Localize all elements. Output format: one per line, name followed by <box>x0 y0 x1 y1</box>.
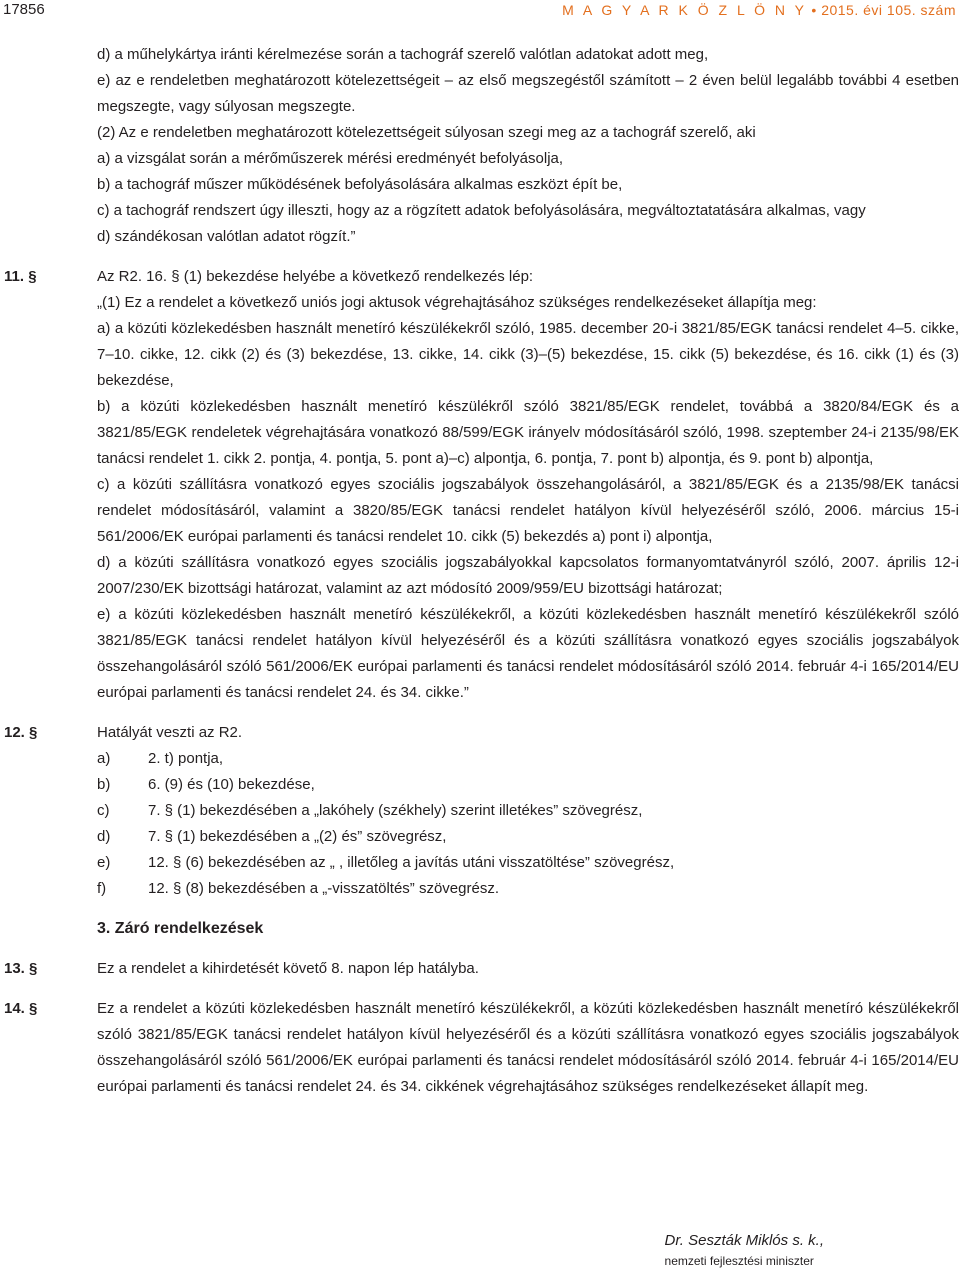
list-item <box>97 798 959 824</box>
document-body <box>4 42 959 1100</box>
list-text: 7. § (1) bekezdésében a „lakóhely (székhely) szerint illetékes” szövegrész, <box>148 802 643 819</box>
list-letter: f) <box>97 880 107 897</box>
list-item <box>97 876 959 902</box>
list-letter: e) <box>97 854 111 871</box>
list-text: 6. (9) és (10) bekezdése, <box>148 776 315 793</box>
section-12 <box>4 720 959 902</box>
page-header <box>0 0 960 22</box>
publication-name: M A G Y A R K Ö Z L Ö N Y <box>562 2 808 18</box>
bullet-separator: • <box>811 2 817 18</box>
section-11 <box>4 264 959 706</box>
section-text: d) a közúti szállításra vonatkozó egyes szociális jogszabályokkal kapcsolatos formanyomtatványról szóló, 2007. április 12-i 2007/230/EK bizottsági határozat, valamint az azt módosító 2009/959/EU bizottsági határozat; <box>97 554 959 597</box>
section-text: e) a közúti közlekedésben használt menetíró készülékekről, a közúti közlekedésben használt menetíró készülékekről szóló 3821/85/EGK tanácsi rendelet hatályon kívül helyezéséről és a közúti szállításra vonatkozó egyes szociális jogszabályok összehangolásáról szóló 561/2006/EK európai parlamenti és tanácsi rendelet módosításáról szóló 2014. február 4-i 165/2014/EU európai parlamenti és tanácsi rendelet 24. és 34. cikke.” <box>97 606 959 701</box>
chapter-heading: 3. Záró rendelkezések <box>97 920 264 937</box>
section-number: 11. § <box>4 268 37 285</box>
paragraph-2d: d) szándékosan valótlan adatot rögzít.” <box>97 228 356 245</box>
section-number: 13. § <box>4 960 38 977</box>
section-text: „(1) Ez a rendelet a következő uniós jogi aktusok végrehajtásához szükséges rendelkezéseket állapítja meg: <box>97 294 817 311</box>
page-number: 17856 <box>3 1 45 18</box>
paragraph-e: e) az e rendeletben meghatározott kötelezettségeit – az első megszegéstől számított – 2 éven belül legalább további 4 esetben megszegte, vagy súlyosan megszegte. <box>97 72 959 115</box>
section-text: Az R2. 16. § (1) bekezdése helyébe a következő rendelkezés lép: <box>97 268 534 285</box>
signatory-title: nemzeti fejlesztési miniszter <box>664 1254 814 1268</box>
section-text: a) a közúti közlekedésben használt menetíró készülékekről szóló, 1985. december 20-i 3821/85/EGK tanácsi rendelet 4–5. cikke, 7–10. cikke, 12. cikk (2) és (3) bekezdése, 13. cikke, 14. cikk (3)–(5) bekezdése, 15. cikk (5) bekezdése, és 16. cikk (1) és (3) bekezdése, <box>97 320 959 389</box>
signatory-name: Dr. Seszták Miklós s. k., <box>664 1232 824 1249</box>
list-letter: c) <box>97 802 110 819</box>
list-item <box>97 772 959 798</box>
list-letter: b) <box>97 776 111 793</box>
signature-block <box>664 1230 824 1268</box>
list-item <box>97 824 959 850</box>
list-text: 7. § (1) bekezdésében a „(2) és” szövegrész, <box>148 828 447 845</box>
section-number: 12. § <box>4 724 38 741</box>
section-text: Ez a rendelet a kihirdetését követő 8. napon lép hatályba. <box>97 960 479 977</box>
section-13 <box>4 956 959 982</box>
issue-label: 2015. évi 105. szám <box>821 2 956 18</box>
list-text: 2. t) pontja, <box>148 750 224 767</box>
section-text: Hatályát veszti az R2. <box>97 724 243 741</box>
section-number: 14. § <box>4 1000 38 1017</box>
section-text: Ez a rendelet a közúti közlekedésben használt menetíró készülékekről, a közúti közlekedésben használt menetíró készülékekről szóló 3821/85/EGK tanácsi rendelet hatályon kívül helyezéséről és a közúti szállításra vonatkozó egyes szociális jogszabályok összehangolásáról szóló 561/2006/EK európai parlamenti és tanácsi rendelet módosításáról szóló 2014. február 4-i 165/2014/EU európai parlamenti és tanácsi rendelet 24. és 34. cikkének végrehajtásához szükséges rendelkezéseket állapít meg. <box>97 1000 959 1095</box>
paragraph-2b: b) a tachográf műszer működésének befolyásolására alkalmas eszközt épít be, <box>97 176 623 193</box>
running-head <box>562 0 956 20</box>
paragraph-d: d) a műhelykártya iránti kérelmezése során a tachográf szerelő valótlan adatokat adott meg, <box>97 46 709 63</box>
list-text: 12. § (8) bekezdésében a „-visszatöltés” szövegrész. <box>148 880 499 897</box>
paragraph-2: (2) Az e rendeletben meghatározott kötelezettségeit súlyosan szegi meg az a tachográf szerelő, aki <box>97 124 756 141</box>
paragraph-2c: c) a tachográf rendszert úgy illeszti, hogy az a rögzített adatok befolyásolására, megváltoztatatására alkalmas, vagy <box>97 202 866 219</box>
section-text: b) a közúti közlekedésben használt menetíró készülékről szóló 3821/85/EGK rendelet, továbbá a 3820/84/EGK és a 3821/85/EGK rendeletek végrehajtására vonatkozó 88/599/EGK irányelv módosításáról szóló, 1998. szeptember 24-i 2135/98/EK tanácsi rendelet 1. cikk 2. pontja, 4. pontja, 5. pont a)–c) alpontja, 6. pontja, 7. pont b) alpontja, és 9. pont b) alpontja, <box>97 398 959 467</box>
list-item <box>97 746 959 772</box>
list-letter: d) <box>97 828 111 845</box>
section-text: c) a közúti szállításra vonatkozó egyes szociális jogszabályok összehangolásáról, a 3821/85/EGK és a 2135/98/EK tanácsi rendelet módosításáról, valamint a 3820/85/EGK tanácsi rendelet hatályon kívül helyezéséről szóló, 2006. március 15-i 561/2006/EK európai parlamenti és tanácsi rendelet 10. cikk (5) bekezdés a) pont i) alpontja, <box>97 476 959 545</box>
list-item <box>97 850 959 876</box>
paragraph-2a: a) a vizsgálat során a mérőműszerek mérési eredményét befolyásolja, <box>97 150 564 167</box>
list-text: 12. § (6) bekezdésében az „ , illetőleg a javítás utáni visszatöltése” szövegrész, <box>148 854 675 871</box>
list-letter: a) <box>97 750 111 767</box>
section-14 <box>4 996 959 1100</box>
